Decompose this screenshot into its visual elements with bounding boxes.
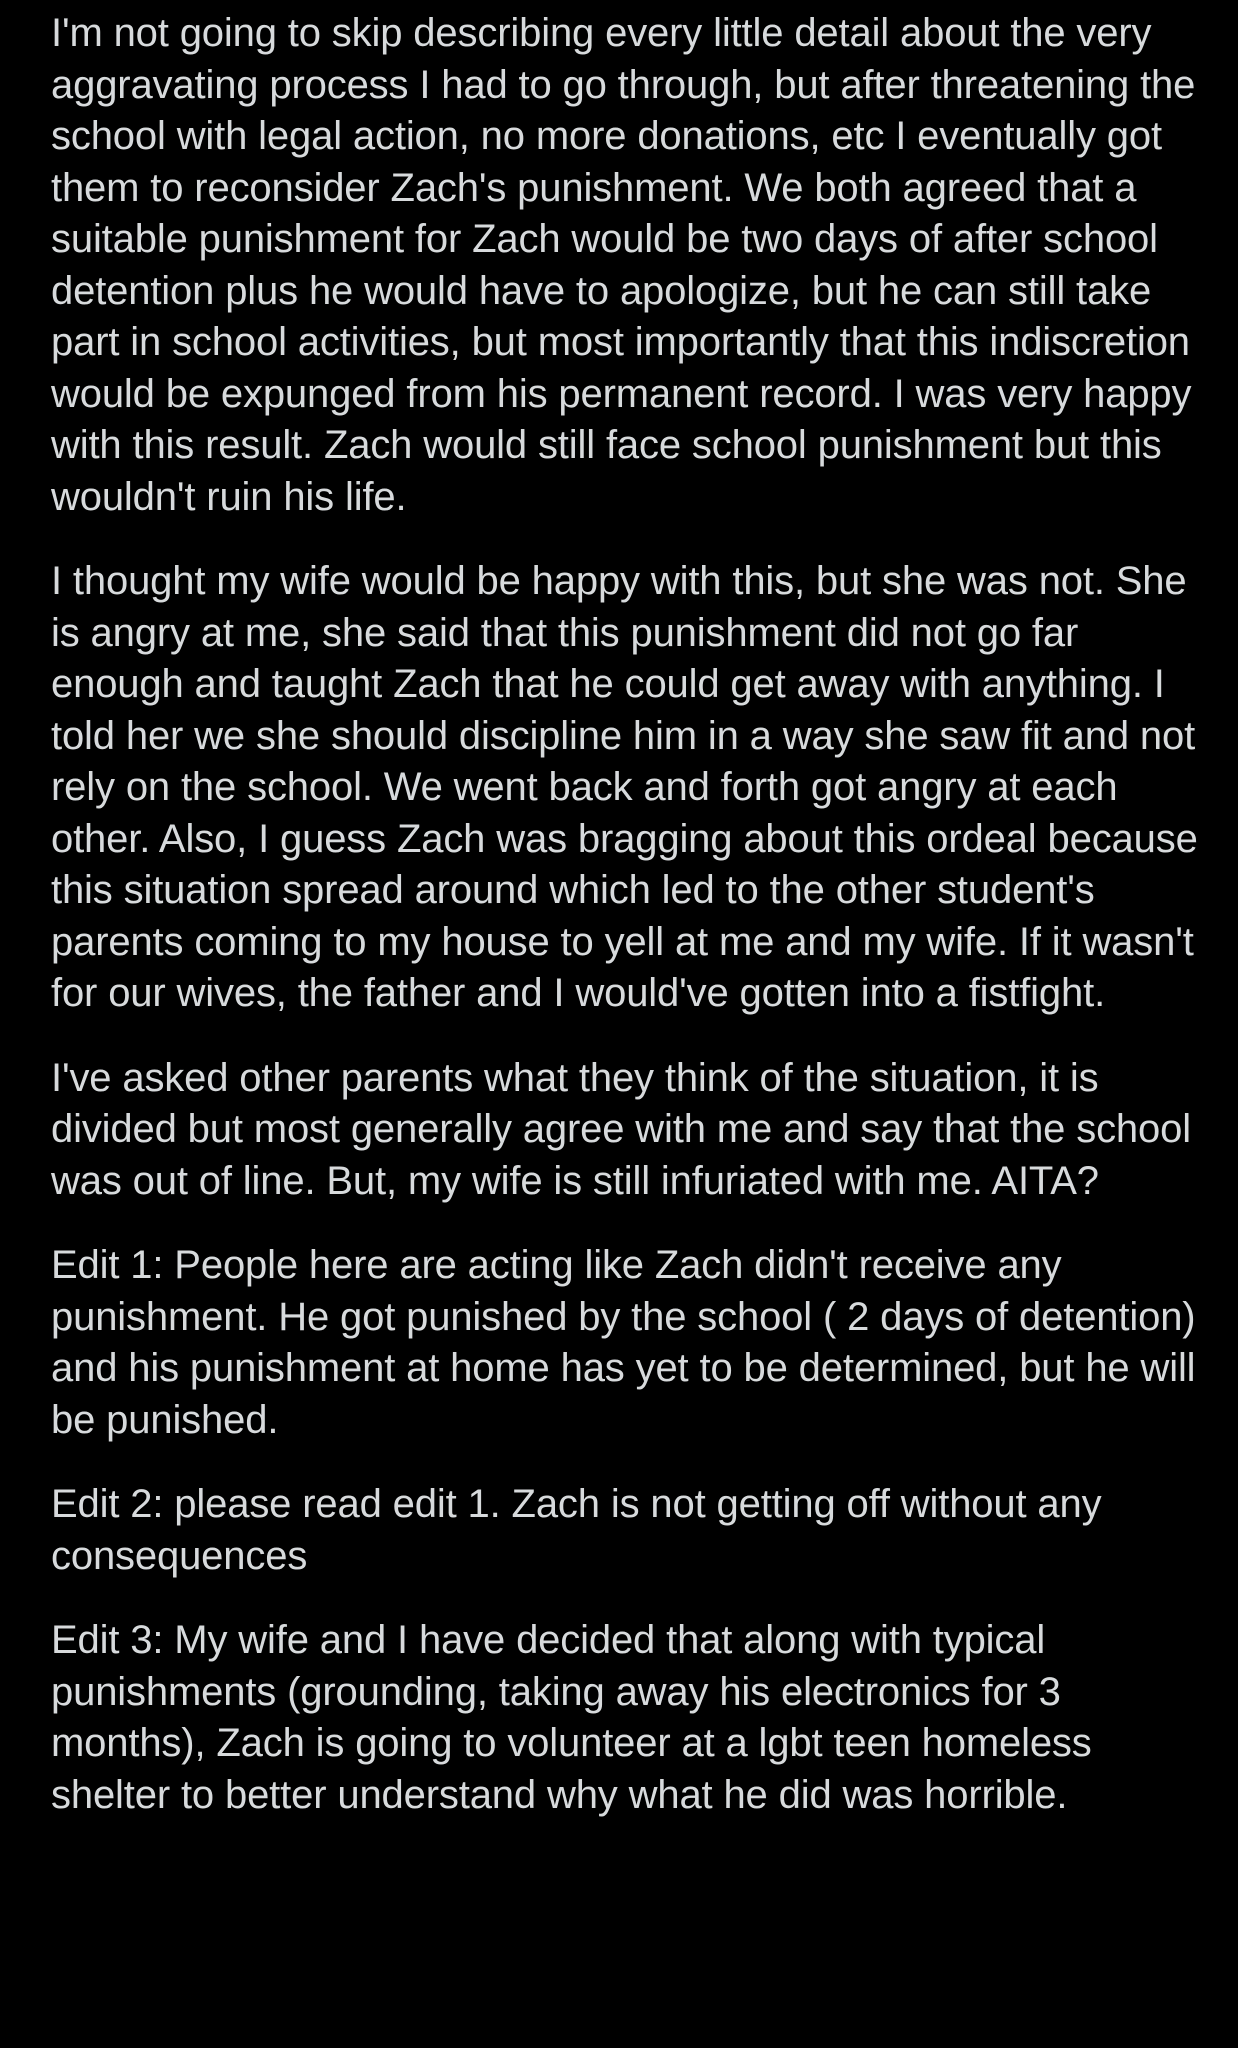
post-body — [51, 8, 1201, 1821]
edit-1-paragraph: Edit 1: People here are acting like Zach didn't receive any punishment. He got punished by the school ( 2 days of detention) and his punishment at home has yet to be determined, but he will be punished. — [51, 1243, 1196, 1442]
edit-3-paragraph: Edit 3: My wife and I have decided that along with typical punishments (grounding, taking away his electronics for 3 months), Zach is going to volunteer at a lgbt teen homeless shelter to better understand why what he did was horrible. — [51, 1618, 1092, 1817]
edit-2-paragraph: Edit 2: please read edit 1. Zach is not getting off without any consequences — [51, 1482, 1102, 1578]
post-paragraph-1: I'm not going to skip describing every little detail about the very aggravating process I had to go through, but after threatening the school with legal action, no more donations, etc I eventually got them to reconsider Zach's punishment. We both agreed that a suitable punishment for Zach would be two days of after school detention plus he would have to apologize, but he can still take part in school activities, but most importantly that this indiscretion would be expunged from his permanent record. I was very happy with this result. Zach would still face school punishment but this wouldn't ruin his life. — [51, 11, 1196, 519]
post-paragraph-2: I thought my wife would be happy with this, but she was not. She is angry at me, she said that this punishment did not go far enough and taught Zach that he could get away with anything. I told her we she should discipline him in a way she saw fit and not rely on the school. We went back and forth got angry at each other. Also, I guess Zach was bragging about this ordeal because this situation spread around which led to the other student's parents coming to my house to yell at me and my wife. If it wasn't for our wives, the father and I would've gotten into a fistfight. — [51, 559, 1198, 1015]
post-paragraph-3: I've asked other parents what they think of the situation, it is divided but most generally agree with me and say that the school was out of line. But, my wife is still infuriated with me. AITA? — [51, 1055, 1191, 1203]
